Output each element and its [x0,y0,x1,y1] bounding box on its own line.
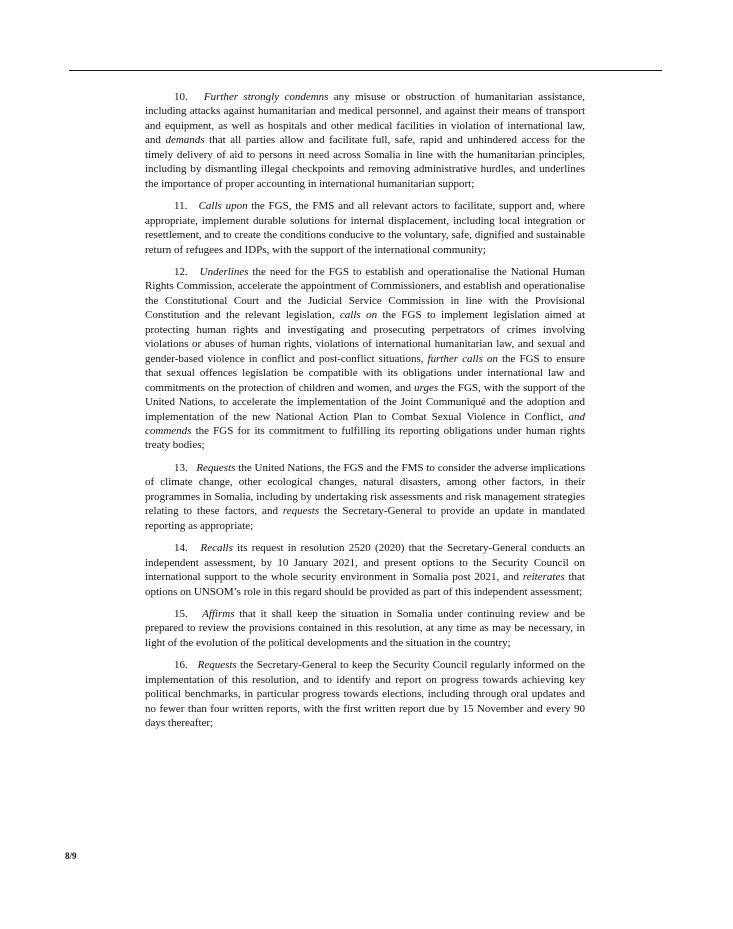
operative-phrase: further calls on [427,352,498,365]
paragraph-11 [145,199,585,257]
operative-phrase: calls on [339,309,378,322]
operative-phrase: Underlines [199,265,249,278]
operative-phrase: demands [165,134,205,147]
header-rule [69,70,662,71]
resolution-body [145,90,585,739]
paragraph-text: the Secretary-General to keep the Security Council regularly informed on the implementation of this resolution, and to identify and report on progress towards achieving key political benchmarks, in particular progress towards elections, including through oral updates and no fewer than four written reports, with the first written report due by 15 November and every 90 days thereafter; [145,659,586,730]
paragraph-text: the FGS for its commitment to fulfilling its reporting obligations under human rights treaty bodies; [145,424,585,452]
paragraph-15 [145,607,585,650]
page-number: 8/9 [65,851,77,861]
paragraph-16 [145,658,585,730]
operative-phrase: Calls upon [198,200,248,213]
paragraph-text: the FGS to ensure that sexual offences legislation be compatible with its obligations under international law and commitments on the protection of children and women, and [145,352,585,394]
paragraph-12 [145,265,585,453]
paragraph-13 [145,461,585,533]
paragraph-number: 12. [174,265,188,278]
paragraph-text: any misuse or obstruction of humanitarian assistance, including attacks against humanitarian and medical personnel, and against their means of transport and equipment, as well as hospitals and other medical facilities in violation of international law, and [145,91,586,147]
operative-phrase: urges [414,381,439,394]
operative-phrase: Requests [196,461,236,474]
paragraph-text: that it shall keep the situation in Somalia under continuing review and be prepared to review the provisions contained in this resolution, at any time as may be necessary, in light of the evolution of the political developments and the situation in the country; [145,607,585,649]
operative-phrase: Recalls [200,542,233,555]
paragraph-10 [145,90,585,191]
paragraph-text: the FGS to implement legislation aimed at protecting human rights and investigating and prosecuting perpetrators of crimes involving violations or abuses of human rights, violations of international humanitarian law, and sexual and gender-based violence in conflict and post-conflict situations, [145,309,585,365]
paragraph-text: the United Nations, the FGS and the FMS to consider the adverse implications of climate change, other ecological changes, natural disasters, among other factors, in their programmes in Somalia, including by undertaking risk assessments and risk management strategies relating to these factors, and [145,461,585,518]
paragraph-number: 11. [174,200,188,213]
paragraph-number: 10. [174,91,188,103]
paragraph-number: 15. [174,607,188,620]
operative-phrase: Further strongly condemns [203,91,329,103]
operative-phrase: requests [282,505,320,518]
paragraph-text: its request in resolution 2520 (2020) that the Secretary-General conducts an independent assessment, by 10 January 2021, and present options to the Security Council on international support to the whole security environment in Somalia post 2021, and [145,542,585,584]
operative-phrase: Requests [197,659,237,672]
operative-phrase: reiterates [522,571,565,584]
paragraph-text: the Secretary-General to provide an update in mandated reporting as appropriate; [145,505,585,532]
paragraph-text: that options on UNSOM’s role in this regard should be provided as part of this independent assessment; [145,571,585,598]
operative-phrase: Affirms [202,607,235,620]
paragraph-text: that all parties allow and facilitate full, safe, rapid and unhindered access for the timely delivery of aid to persons in need across Somalia in line with the humanitarian principles, including by dismantling illegal checkpoints and removing administrative hurdles, and underlines the importance of proper accounting in international humanitarian support; [145,134,585,190]
paragraph-text: the FGS, the FMS and all relevant actors to facilitate, support and, where appropriate, implement durable solutions for internal displacement, including local integration or resettlement, and to create the conditions conducive to the voluntary, safe, dignified and sustainable return of refugees and IDPs, with the support of the international community; [145,200,585,256]
operative-phrase: and commends [145,410,585,437]
paragraph-text: the need for the FGS to establish and operationalise the National Human Rights Commission, accelerate the appointment of Commissioners, and establish and operationalise the Constitutional Court and the Judicial Service Commission in line with the Provisional Constitution and the relevant legislation, [145,265,585,322]
paragraph-number: 13. [174,461,188,474]
paragraph-text: the FGS, with the support of the United Nations, to accelerate the implementation of the Joint Communiqué and the adoption and implementation of the new National Action Plan to Combat Sexual Violence in Conflict, [145,381,585,423]
paragraph-number: 14. [174,542,188,555]
paragraph-14 [145,541,585,599]
paragraph-number: 16. [174,659,188,672]
